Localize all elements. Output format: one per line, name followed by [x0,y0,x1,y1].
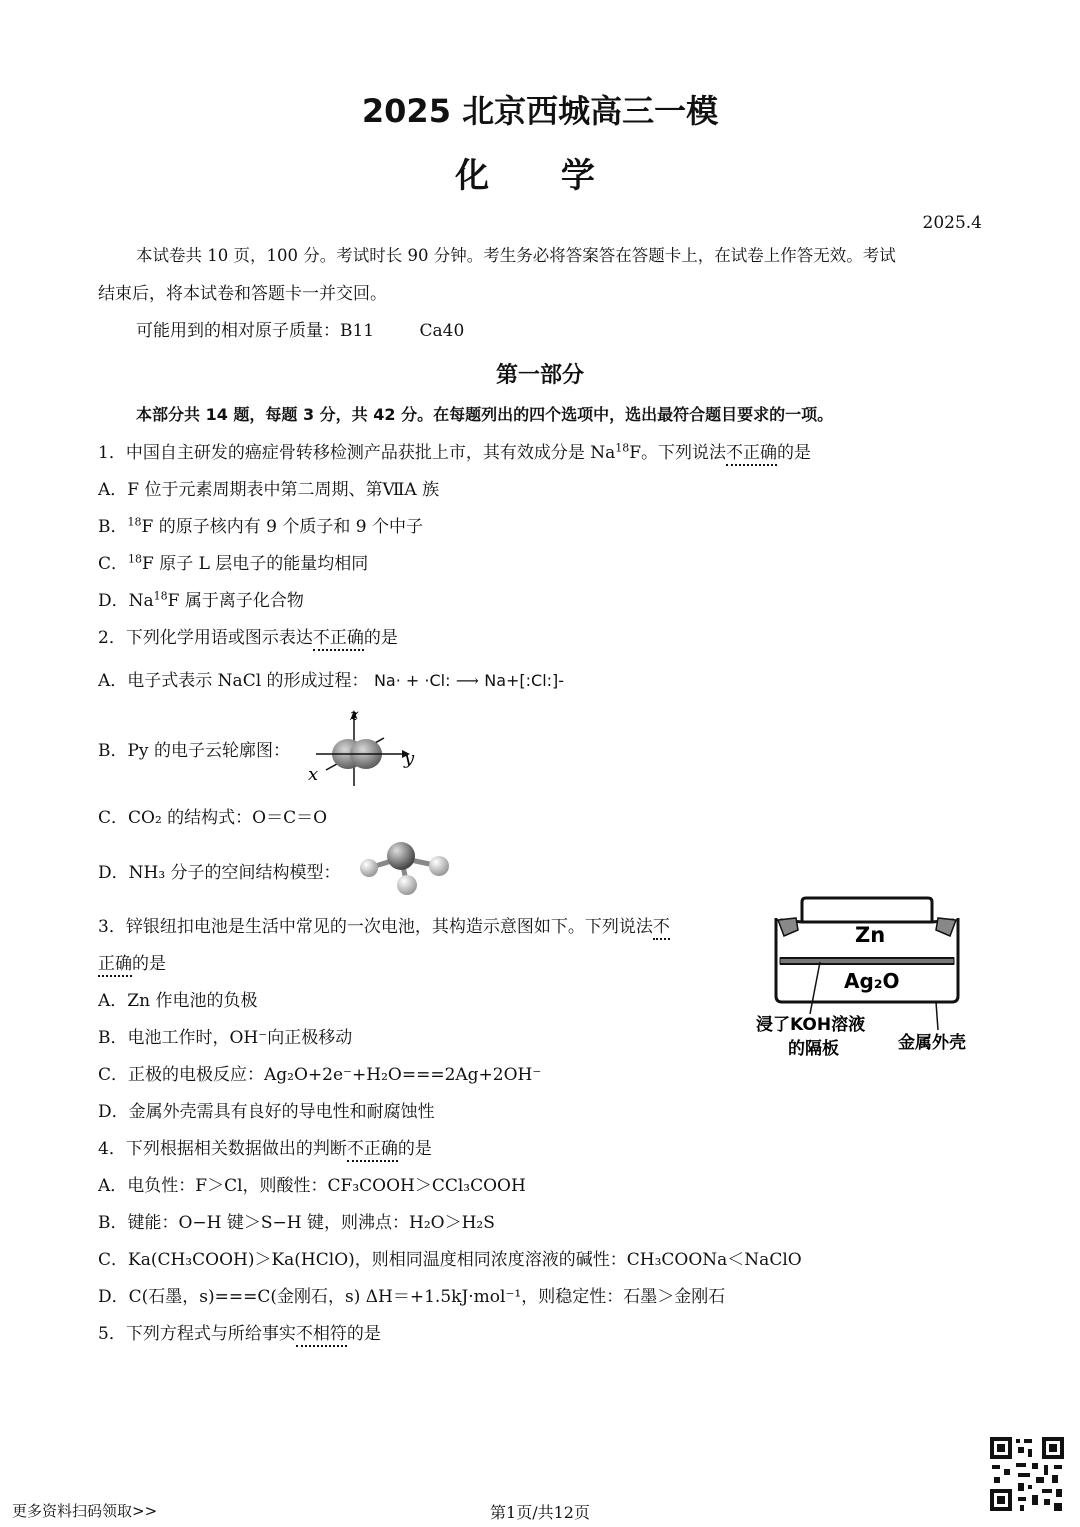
q3-stem-dot-1: 不 [653,917,670,940]
q2-stem-prefix: 2．下列化学用语或图示表达 [98,628,313,648]
q1-option-c-text: F 原子 L 层电子的能量均相同 [142,554,369,574]
q1-option-a: A．F 位于元素周期表中第二周期、第ⅦA 族 [98,480,440,500]
exam-title: 2025 北京西城高三一模 [361,92,719,130]
q2-option-a [98,670,564,692]
q4-option-c: C．Ka(CH₃COOH)＞Ka(HClO)，则相同温度相同浓度溶液的碱性：CH₃COONa＜NaClO [98,1250,802,1270]
shell-label: 金属外壳 [898,1033,966,1053]
q1-option-d [98,590,304,612]
q3-stem-suffix: 的是 [132,954,166,974]
arrow-right-icon: ⟶ [455,671,479,690]
exam-date: 2025.4 [922,213,982,233]
q1-option-b-sup: 18 [127,515,142,529]
q1-option-b [98,516,423,538]
q4-stem-suffix: 的是 [397,1139,432,1159]
q2-stem-suffix: 的是 [363,628,398,648]
p-orbital-diagram [306,708,421,788]
q1-option-c [98,553,368,575]
q5-stem-prefix: 5．下列方程式与所给事实 [98,1324,296,1344]
q4-option-a: A．电负性：F＞Cl，则酸性：CF₃COOH＞CCl₃COOH [98,1176,526,1196]
q3-stem-prefix: 3．锌银纽扣电池是生活中常见的一次电池，其构造示意图如下。下列说法 [98,917,653,937]
axis-z-label: z [350,708,359,724]
axis-y-label: y [404,748,415,769]
separator-label-1: 浸了KOH溶液 [756,1015,866,1035]
q4-option-b: B．键能：O−H 键＞S−H 键，则沸点：H₂O＞H₂S [98,1213,495,1233]
q4-stem-dot: 不正确 [347,1139,398,1162]
zn-label: Zn [855,923,886,947]
q5-stem-dot: 不相符 [296,1324,347,1347]
q3-option-c: C．正极的电极反应：Ag₂O+2e⁻+H₂O===2Ag+2OH⁻ [98,1065,542,1085]
q1-option-c-label: C． [98,554,129,574]
intro-line-2: 结束后，将本试卷和答题卡一并交回。 [98,284,387,304]
atomic-mass-b: 可能用到的相对原子质量：B11 [136,321,375,341]
q2-option-d: D．NH₃ 分子的空间结构模型： [98,863,341,883]
q2-option-a-text: A．电子式表示 NaCl 的形成过程： [98,671,369,691]
q1-option-c-sup: 18 [128,552,143,566]
atomic-mass-line [136,320,464,342]
part-heading: 第一部分 [495,363,584,388]
q2-option-c: C．CO₂ 的结构式：O＝C＝O [98,808,328,828]
q3-option-d: D．金属外壳需具有良好的导电性和耐腐蚀性 [98,1102,435,1122]
footer-more-link[interactable]: 更多资料扫码领取>> [12,1502,158,1520]
q1-stem-dot: 不正确 [726,443,777,466]
subject-title: 化 学 [455,156,625,196]
atomic-mass-ca: Ca40 [419,321,465,341]
q3-option-b: B．电池工作时，OH⁻向正极移动 [98,1028,353,1048]
q4-stem [98,1138,432,1160]
q4-option-d: D．C(石墨，s)===C(金刚石，s) ΔH＝+1.5kJ·mol⁻¹，则稳定性：石墨＞金刚石 [98,1287,726,1307]
q1-stem-sup: 18 [615,441,630,455]
nacl-formula-left: Na· + ·Cl: [373,671,451,690]
q1-option-b-text: F 的原子核内有 9 个质子和 9 个中子 [141,517,423,537]
q1-stem-suffix: 的是 [777,443,812,463]
intro-line-1: 本试卷共 10 页，100 分。考试时长 90 分钟。考生务必将答案答在答题卡上，在试卷上作答无效。考试 [136,246,896,265]
ag2o-label: Ag₂O [844,969,900,993]
part-instruction: 本部分共 14 题，每题 3 分，共 42 分。在每题列出的四个选项中，选出最符合题目要求的一项。 [136,405,834,424]
q3-stem-line-1 [98,916,670,938]
q1-option-b-label: B． [98,517,128,537]
axis-x-label: x [308,764,319,785]
button-cell-diagram [752,892,992,1072]
q2-stem-dot: 不正确 [313,628,364,651]
q2-option-b: B．Py 的电子云轮廓图： [98,741,290,761]
q5-stem [98,1323,381,1345]
q1-stem-mid: F。下列说法 [629,443,727,463]
page-number: 第1页/共12页 [490,1503,590,1522]
q1-stem [98,442,811,464]
q1-stem-prefix: 1．中国自主研发的癌症骨转移检测产品获批上市，其有效成分是 Na [98,443,616,463]
q1-option-d-pre: D．Na [98,591,154,611]
q2-stem [98,627,398,649]
separator-label-2: 的隔板 [788,1039,839,1059]
q3-stem-line-2 [98,953,166,975]
q5-stem-suffix: 的是 [346,1324,381,1344]
nh3-model-image [355,838,455,900]
nacl-formula-right: Na+[:Cl:]- [484,671,565,690]
q3-option-a: A．Zn 作电池的负极 [98,991,258,1011]
q4-stem-prefix: 4．下列根据相关数据做出的判断 [98,1139,347,1159]
q1-option-d-text: F 属于离子化合物 [167,591,304,611]
q3-stem-dot-2: 正确 [98,954,132,977]
q1-option-d-sup: 18 [153,589,168,603]
